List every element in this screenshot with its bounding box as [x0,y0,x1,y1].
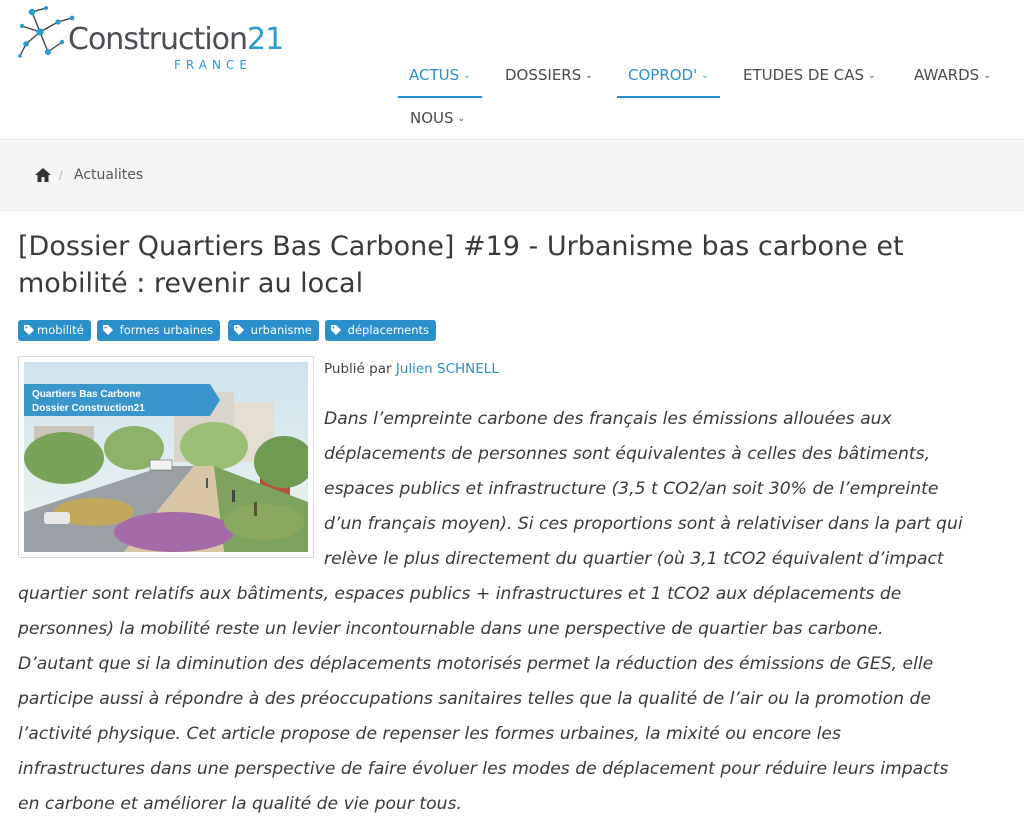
lead-line: quartier sont relatifs aux bâtiments, espaces publics + infrastructures et 1 tCO2 aux déplacements de [18,584,902,604]
nav-item-dossiers[interactable] [494,54,604,98]
site-header [0,0,1024,140]
nav-item-label: COPROD' [628,66,698,84]
lead-line: D’autant que si la diminution des déplacements motorisés permet la réduction des émissions de GES, elle [18,654,934,674]
nav-item-label: DOSSIERS [505,66,582,84]
lead-line: l’activité physique. Cet article propose de repenser les formes urbaines, la mixité ou encore les [18,724,841,744]
nav-item-actus[interactable] [398,54,482,98]
article-title: [Dossier Quartiers Bas Carbone] #19 - Urbanisme bas carbone et mobilité : revenir au local [18,231,904,299]
tag-label: urbanisme [250,323,312,337]
article-image [18,356,314,558]
lead-line: personnes) la mobilité reste un levier incontournable dans une perspective de quartier bas carbone. [18,619,884,639]
chevron-down-icon: ⌄ [585,71,593,81]
chevron-down-icon: ⌄ [701,71,709,81]
logo-wordmark: Construction21 [68,22,284,57]
tag-deplacements[interactable] [325,320,436,341]
breadcrumb-separator: / [59,168,63,183]
home-icon[interactable] [34,166,52,184]
tag-icon [331,325,341,335]
chevron-down-icon: ⌄ [868,71,876,81]
tag-mobilite[interactable] [18,320,91,341]
author-link[interactable]: Julien SCHNELL [395,361,499,377]
banner-line-2: Dossier Construction21 [32,403,145,414]
lead-line: en carbone et améliorer la qualité de vie pour tous. [18,794,462,814]
nav-item-label: NOUS [410,109,454,127]
lead-line: infrastructures dans une perspective de faire évoluer les modes de déplacement pour réduire leurs impacts [18,759,949,779]
tag-icon [103,325,113,335]
logo-subtitle: FRANCE [174,58,252,72]
chevron-down-icon: ⌄ [457,114,466,124]
lead-line: déplacements de personnes sont équivalentes à celles des bâtiments, [324,444,931,464]
byline-prefix: Publié par [324,361,392,377]
tag-label: mobilité [37,323,84,337]
tag-urbanisme[interactable] [228,320,319,341]
banner-line-1: Quartiers Bas Carbone [32,389,141,400]
nav-item-coprod[interactable] [617,54,720,98]
lead-line: espaces publics et infrastructure (3,5 t CO2/an soit 30% de l’empreinte [324,479,939,499]
site-logo[interactable] [18,4,288,74]
tag-icon [234,325,244,335]
nav-item-awards[interactable] [903,54,1002,98]
tag-label: déplacements [347,323,430,337]
lead-line: participe aussi à répondre à des préoccupations sanitaires telles que la qualité de l’air ou la promotion de [18,689,931,709]
tag-label: formes urbaines [119,323,214,337]
chevron-down-icon: ⌄ [983,71,991,81]
byline [324,361,499,377]
nav-item-nous[interactable] [399,97,476,141]
breadcrumb [0,141,1024,211]
chevron-down-icon: ⌄ [463,71,471,81]
lead-line: d’un français moyen). Si ces proportions sont à relativiser dans la part qui [324,514,963,534]
nav-item-etudes-de-cas[interactable] [732,54,887,98]
street-illustration [24,362,308,552]
nav-item-label: ETUDES DE CAS [743,66,864,84]
breadcrumb-current[interactable]: Actualites [74,167,144,183]
nav-item-label: AWARDS [914,66,980,84]
lead-line: Dans l’empreinte carbone des français les émissions allouées aux [324,409,892,429]
tag-icon [24,325,34,335]
lead-line: relève le plus directement du quartier (où 3,1 tCO2 équivalent d’impact [324,549,944,569]
nav-item-label: ACTUS [409,66,460,84]
tag-formes-urbaines[interactable] [97,320,220,341]
